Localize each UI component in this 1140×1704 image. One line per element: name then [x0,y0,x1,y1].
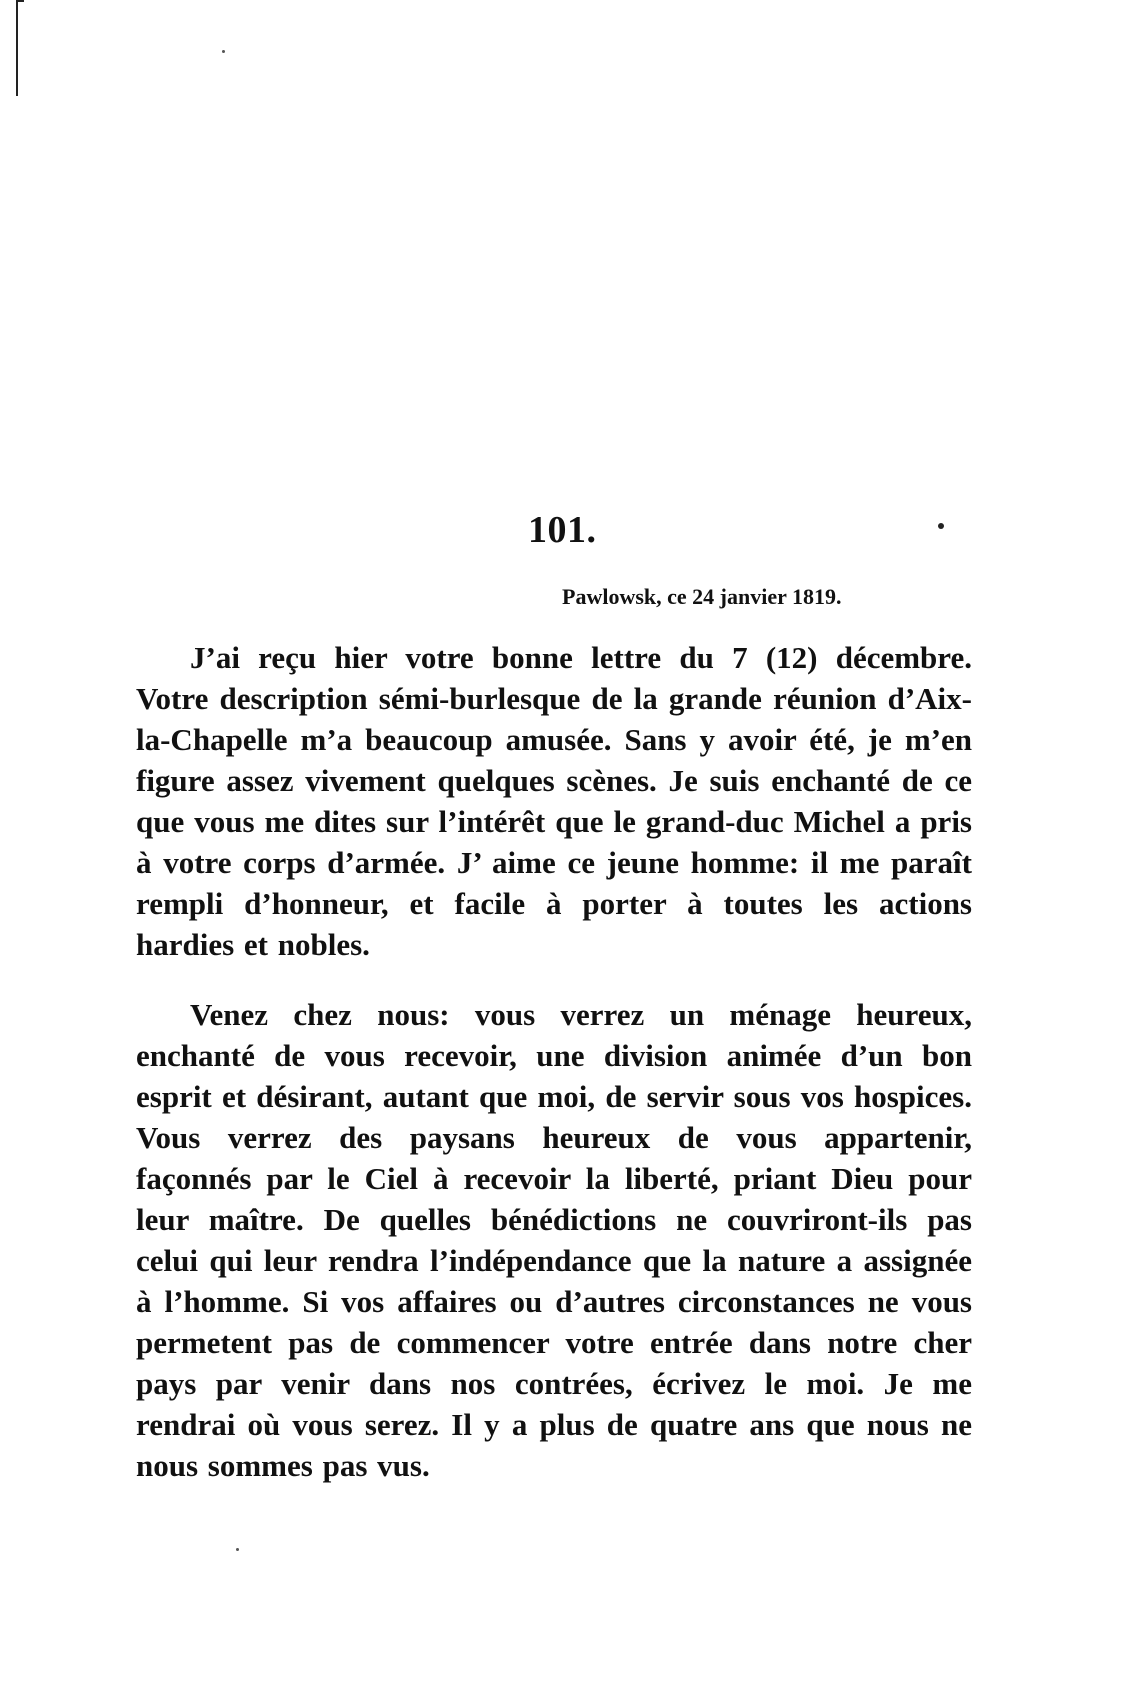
page-number: 101. [528,509,597,551]
paragraph-2: Venez chez nous: vous verrez un ménage heureux, enchanté de vous recevoir, une division animée d’un bon esprit et désirant, autant que moi, de servir sous vos hospices. Vous verrez des paysans heureux de vous appartenir, façonnés par le Ciel à recevoir la liberté, priant Dieu pour leur maître. De quelles bénédictions ne couvriront-ils pas celui qui leur rendra l’indépendance que la nature a assignée à l’homme. Si vos affaires ou d’autres circonstances ne vous permetent pas de commencer votre entrée dans notre cher pays par venir dans nos contrées, écrivez le moi. Je me rendrai où vous serez. Il y a plus de quatre ans que nous ne nous sommes pas vus. [136,997,972,1483]
dateline: Pawlowsk, ce 24 janvier 1819. [562,584,842,609]
scan-speck [236,1548,239,1551]
scan-edge-mark-top [16,0,24,2]
paragraph-1: J’ai reçu hier votre bonne lettre du 7 (12) décembre. Votre description sémi-burlesque de la grande réunion d’Aix-la-Chapelle m’a beaucoup amusée. Sans y avoir été, je m’en figure assez vivement quelques scènes. Je suis enchanté de ce que vous me dites sur l’intérêt que le grand-duc Michel a pris à votre corps d’armée. J’ aime ce jeune homme: il me paraît rempli d’honneur, et facile à porter à toutes les actions hardies et nobles. [136,640,972,962]
scan-edge-mark [16,0,18,96]
scan-speck [222,50,225,53]
ink-dot [938,523,944,529]
